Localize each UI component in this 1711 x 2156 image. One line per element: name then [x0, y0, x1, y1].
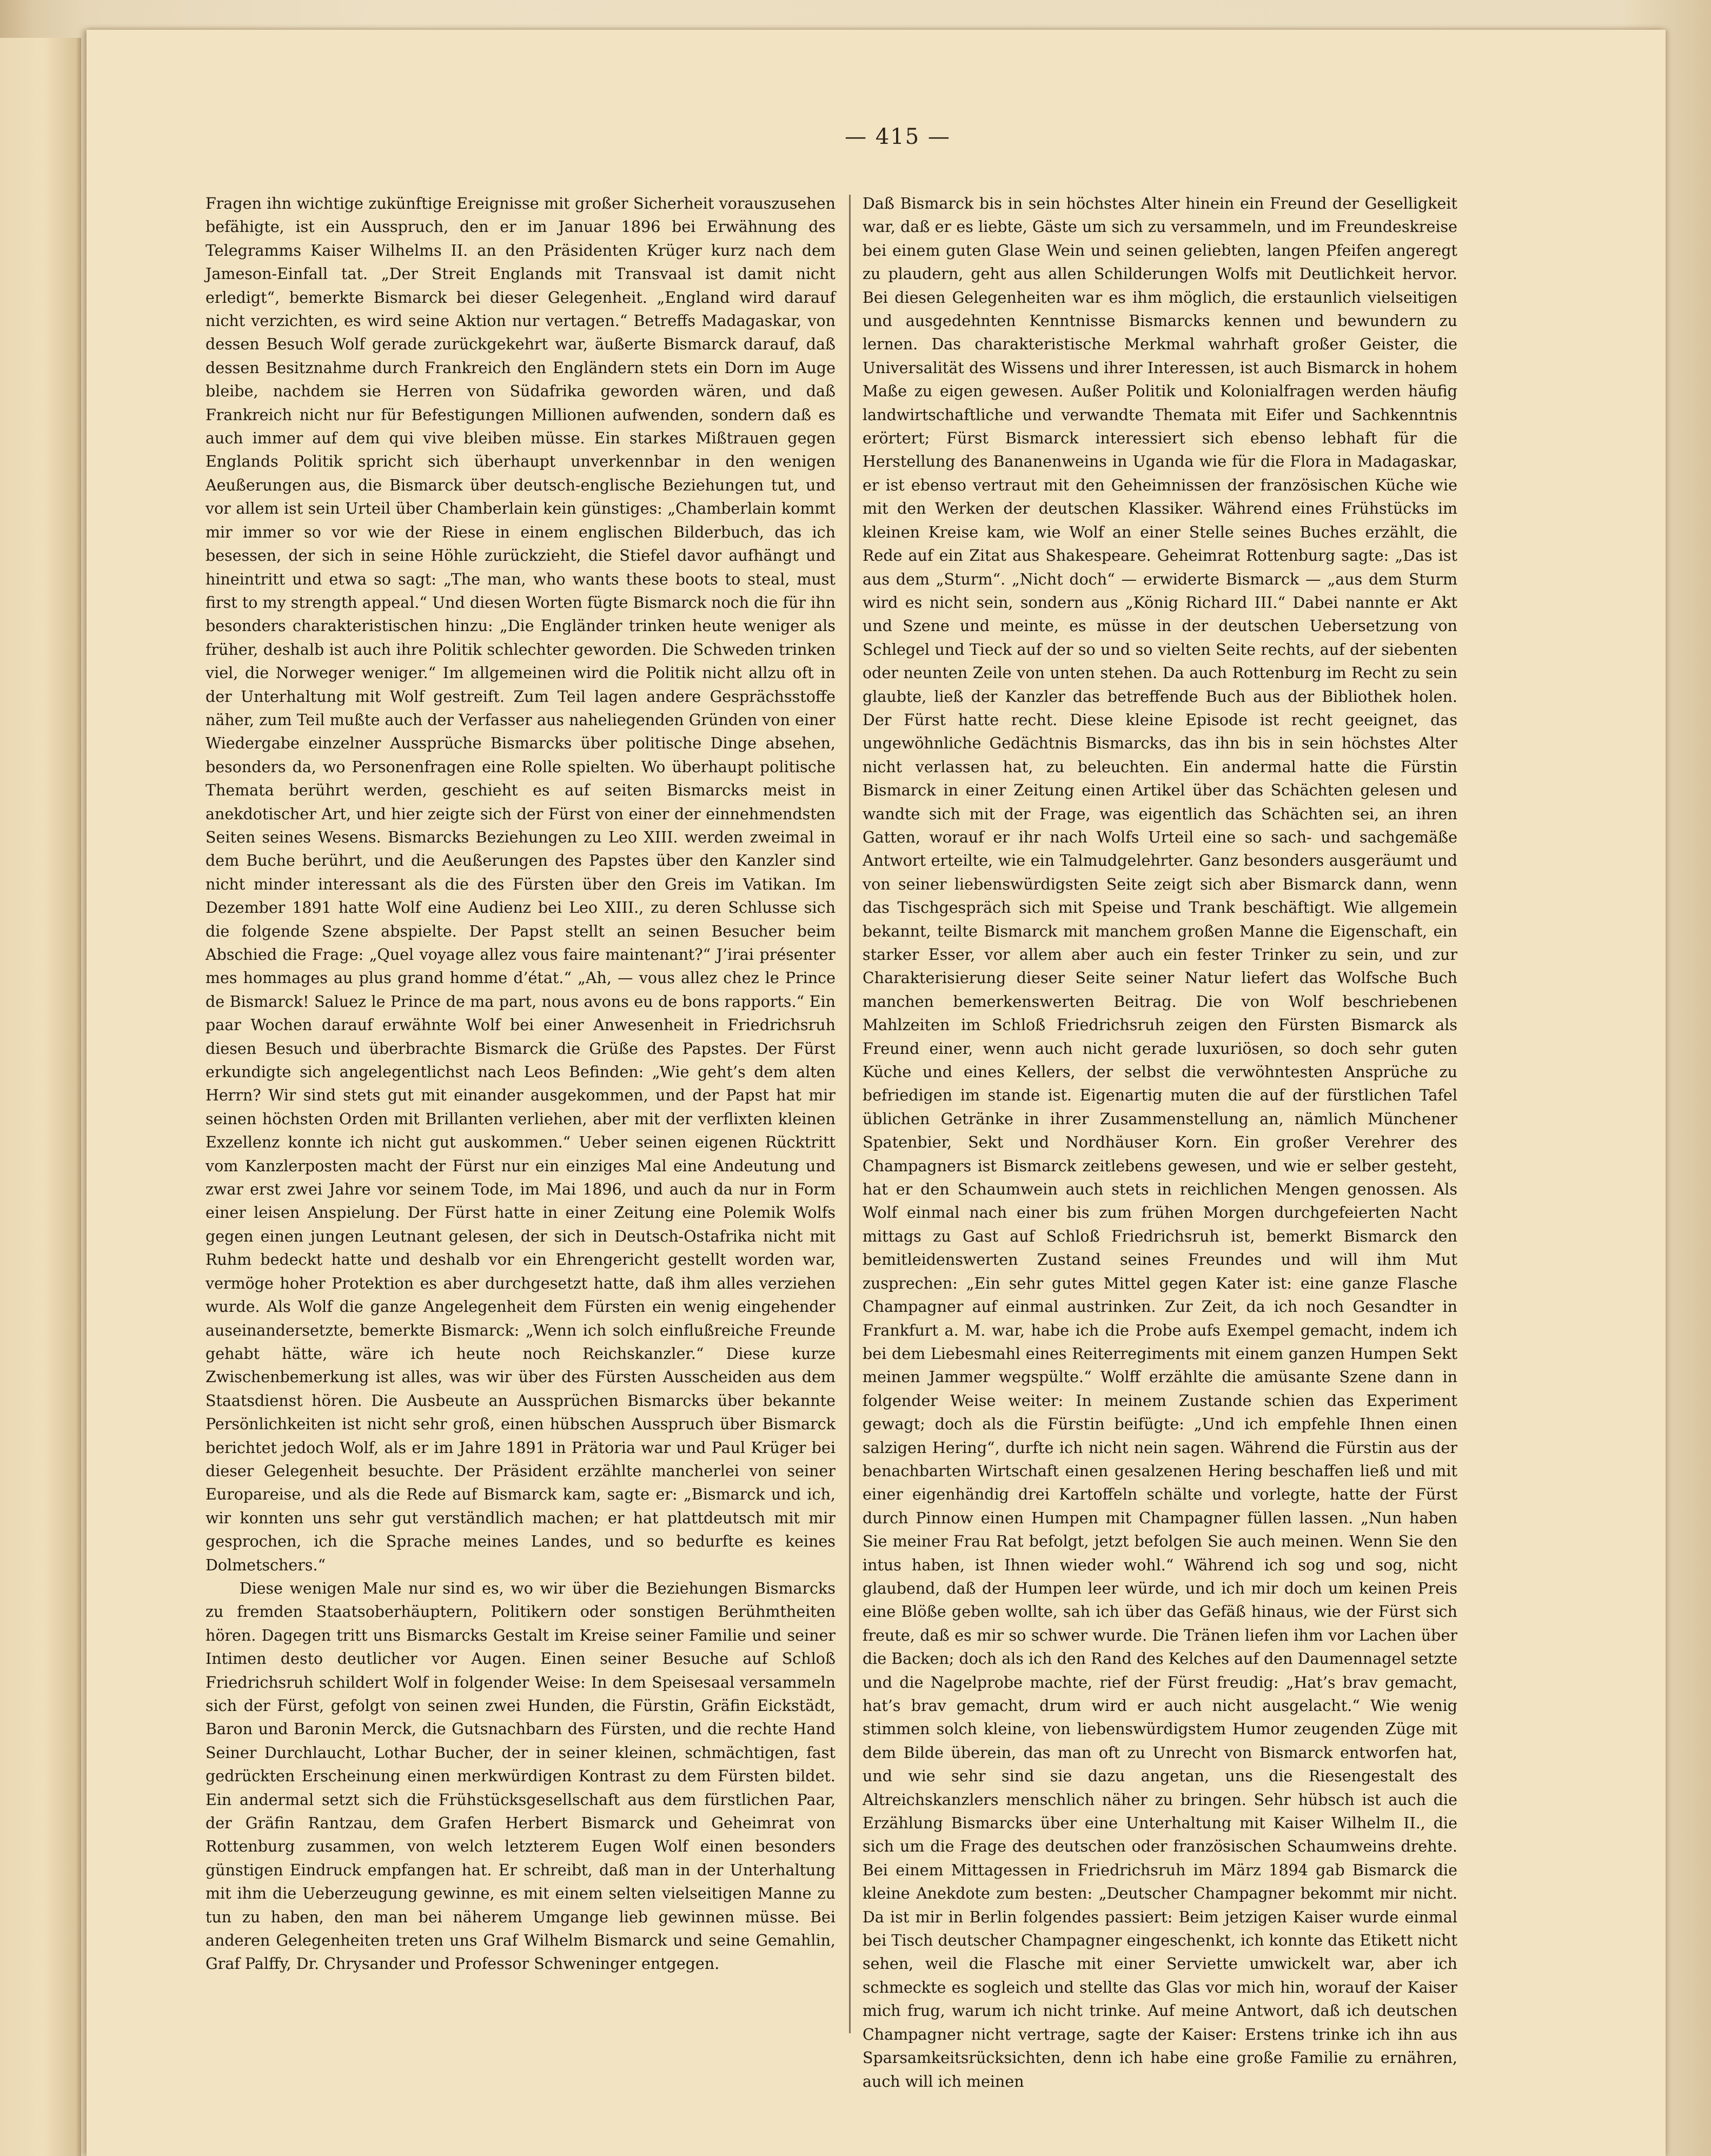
text-column-left	[205, 192, 835, 2036]
column-divider	[849, 195, 851, 2033]
facing-page-edge	[0, 38, 81, 2156]
text-column-right	[863, 192, 1457, 2091]
page-number: — 415 —	[845, 124, 951, 149]
paragraph: Diese wenigen Male nur sind es, wo wir über die Beziehungen Bismarcks zu fremden Staatsoberhäuptern, Politikern oder sonstigen Berühmtheiten hören. Dagegen tritt uns Bismarcks Gestalt im Kreise seiner Familie und seiner Intimen desto deutlicher vor Augen. Einen seiner Besuche auf Schloß Friedrichsruh schildert Wolf in folgender Weise: In dem Speisesaal versammeln sich der Fürst, gefolgt von seinen zwei Hunden, die Fürstin, Gräfin Eickstädt, Baron und Baronin Merck, die Gutsnachbarn des Fürsten, und die rechte Hand Seiner Durchlaucht, Lothar Bucher, der in seiner kleinen, schmächtigen, fast gedrückten Erscheinung einen merkwürdigen Kontrast zu dem Fürsten bildet. Ein andermal setzt sich die Frühstücksgesellschaft aus dem fürstlichen Paar, der Gräfin Rantzau, dem Grafen Herbert Bismarck und Geheimrat von Rottenburg zusammen, von welch letzterem Eugen Wolf einen besonders günstigen Eindruck empfangen hat. Er schreibt, daß man in der Unterhaltung mit ihm die Ueberzeugung gewinne, es mit einem selten vielseitigen Manne zu tun zu haben, den man bei näherem Umgange lieb gewinnen müsse. Bei anderen Gelegenheiten treten uns Graf Wilhelm Bismarck und seine Gemahlin, Graf Palffy, Dr. Chrysander und Professor Schweninger entgegen.	[205, 1579, 835, 1973]
paragraph: Daß Bismarck bis in sein höchstes Alter hinein ein Freund der Geselligkeit war, daß er es liebte, Gäste um sich zu versammeln, und im Freundeskreise bei einem guten Glase Wein und seinen geliebten, langen Pfeifen angeregt zu plaudern, geht aus allen Schilderungen Wolfs mit Deutlichkeit hervor. Bei diesen Gelegenheiten war es ihm möglich, die erstaunlich vielseitigen und ausgedehnten Kenntnisse Bismarcks kennen und bewundern zu lernen. Das charakteristische Merkmal wahrhaft großer Geister, die Universalität des Wissens und ihrer Interessen, ist auch Bismarck in hohem Maße zu eigen gewesen. Außer Politik und Kolonialfragen werden häufig landwirtschaftliche und verwandte Themata mit Eifer und Sachkenntnis erörtert; Fürst Bismarck interessiert sich ebenso lebhaft für die Herstellung des Bananenweins in Uganda wie für die Flora in Madagaskar, er ist ebenso vertraut mit den Geheimnissen der französischen Küche wie mit den Werken der deutschen Klassiker. Während eines Frühstücks im kleinen Kreise kam, wie Wolf an einer Stelle seines Buches erzählt, die Rede auf ein Zitat aus Shakespeare. Geheimrat Rottenburg sagte: „Das ist aus dem „Sturm“. „Nicht doch“ — erwiderte Bismarck — „aus dem Sturm wird es nicht sein, sondern aus „König Richard III.“ Dabei nannte er Akt und Szene und meinte, es müsse in der deutschen Uebersetzung von Schlegel und Tieck auf der so und so vielten Seite rechts, auf der siebenten oder neunten Zeile von unten stehen. Da auch Rottenburg im Recht zu sein glaubte, ließ der Kanzler das betreffende Buch aus der Bibliothek holen. Der Fürst hatte recht. Diese kleine Episode ist recht geeignet, das ungewöhnliche Gedächtnis Bismarcks, das ihn bis in sein höchstes Alter nicht verlassen hat, zu beleuchten. Ein andermal hatte die Fürstin Bismarck in einer Zeitung einen Artikel über das Schächten gelesen und wandte sich mit der Frage, was eigentlich das Schächten sei, an ihren Gatten, worauf er ihr nach Wolfs Urteil eine so sach- und sachgemäße Antwort erteilte, wie ein Talmudgelehrter. Ganz besonders ausgeräumt und von seiner liebenswürdigsten Seite zeigt sich aber Bismarck dann, wenn das Tischgespräch sich mit Speise und Trank beschäftigt. Wie allgemein bekannt, teilte Bismarck mit manchem großen Manne die Eigenschaft, ein starker Esser, vor allem aber auch ein fester Trinker zu sein, und zur Charakterisierung dieser Seite seiner Natur liefert das Wolfsche Buch manchen bemerkenswerten Beitrag. Die von Wolf beschriebenen Mahlzeiten im Schloß Friedrichsruh zeigen den Fürsten Bismarck als Freund einer, wenn auch nicht gerade luxuriösen, so doch sehr guten Küche und eines Kellers, der selbst die verwöhntesten Ansprüche zu befriedigen im stande ist. Eigenartig muten die auf der fürstlichen Tafel üblichen Getränke in ihrer Zusammenstellung an, nämlich Münchener Spatenbier, Sekt und Nordhäuser Korn. Ein großer Verehrer des Champagners ist Bismarck zeitlebens gewesen, und wie er selber gesteht, hat er den Schaumwein auch stets in reichlichen Mengen genossen. Als Wolf einmal nach einer bis zum frühen Morgen durchgefeierten Nacht mittags zu Gast auf Schloß Friedrichsruh ist, bemerkt Bismarck den bemitleidenswerten Zustand seines Freundes und will ihm Mut zusprechen: „Ein sehr gutes Mittel gegen Kater ist: eine ganze Flasche Champagner auf einmal austrinken. Zur Zeit, da ich noch Gesandter in Frankfurt a. M. war, habe ich die Probe aufs Exempel gemacht, indem ich bei dem Liebesmahl eines Reiterregiments mit einem ganzen Humpen Sekt meinen Jammer wegspülte.“ Wolff erzählte die amüsante Szene dann in folgender Weise weiter: In meinem Zustande schien das Experiment gewagt; doch als die Fürstin beifügte: „Und ich empfehle Ihnen einen salzigen Hering“, durfte ich nicht nein sagen. Während die Fürstin aus der benachbarten Wirtschaft einen gesalzenen Hering beschaffen ließ und mit einer eigenhändig drei Kartoffeln schälte und vorlegte, hatte der Fürst durch Pinnow einen Humpen mit Champagner füllen lassen. „Nun haben Sie meiner Frau Rat befolgt, jetzt befolgen Sie auch meinen. Wenn Sie den intus haben, ist Ihnen wieder wohl.“ Während ich sog und sog, nicht glaubend, daß der Humpen leer würde, und ich mir doch um keinen Preis eine Blöße geben wollte, sah ich über das Gefäß hinaus, wie der Fürst sich freute, daß es mir so schwer wurde. Die Tränen liefen ihm vor Lachen über die Backen; doch als ich den Rand des Kelches auf den Daumennagel setzte und die Nagelprobe machte, rief der Fürst freudig: „Hat’s brav gemacht, hat’s brav gemacht, drum wird er auch nicht ausgelacht.“ Wie wenig stimmen solch kleine, von liebenswürdigstem Humor zeugenden Züge mit dem Bilde überein, das man oft zu Unrecht von Bismarck entworfen hat, und wie sehr sind sie dazu angetan, uns die Riesengestalt des Altreichskanzlers menschlich näher zu bringen. Sehr hübsch ist auch die Erzählung Bismarcks über eine Unterhaltung mit Kaiser Wilhelm II., die sich um die Frage des deutschen oder französischen Schaumweins drehte. Bei einem Mittagessen in Friedrichsruh im März 1894 gab Bismarck die kleine Anekdote zum besten: „Deutscher Champagner bekommt mir nicht. Da ist mir in Berlin folgendes passiert: Beim jetzigen Kaiser wurde einmal bei Tisch deutscher Champagner eingeschenkt, ich konnte das Etikett nicht sehen, weil die Flasche mit einer Serviette umwickelt war, aber ich schmeckte es sogleich und stellte das Glas vor mich hin, worauf der Kaiser mich frug, warum ich nicht trinke. Auf meine Antwort, daß ich deutschen Champagner nicht vertrage, sagte der Kaiser: Erstens trinke ich ihn aus Sparsamkeitsrücksichten, denn ich habe eine große Familie zu ernähren, auch will ich meinen	[863, 195, 1457, 2091]
paragraph: Fragen ihn wichtige zukünftige Ereignisse mit großer Sicherheit vorauszusehen befähigte, ist ein Ausspruch, den er im Januar 1896 bei Erwähnung des Telegramms Kaiser Wilhelms II. an den Präsidenten Krüger kurz nach dem Jameson-Einfall tat. „Der Streit Englands mit Transvaal ist damit nicht erledigt“, bemerkte Bismarck bei dieser Gelegenheit. „England wird darauf nicht verzichten, es wird seine Aktion nur vertagen.“ Betreffs Madagaskar, von dessen Besuch Wolf gerade zurückgekehrt war, äußerte Bismarck darauf, daß dessen Besitznahme durch Frankreich den Engländern stets ein Dorn im Auge bleibe, nachdem sie Herren von Südafrika geworden wären, und daß Frankreich nicht nur für Befestigungen Millionen aufwenden, sondern daß es auch immer auf dem qui vive bleiben müsse. Ein starkes Mißtrauen gegen Englands Politik spricht sich überhaupt unverkennbar in den wenigen Aeußerungen aus, die Bismarck über deutsch-englische Beziehungen tut, und vor allem ist sein Urteil über Chamberlain kein günstiges: „Chamberlain kommt mir immer so vor wie der Riese in einem englischen Bilderbuch, das ich besessen, der sich in seine Höhle zurückzieht, die Stiefel davor aufhängt und hineintritt und etwa so sagt: „The man, who wants these boots to steal, must first to my strength appeal.“ Und diesen Worten fügte Bismarck noch die für ihn besonders charakteristischen hinzu: „Die Engländer trinken heute weniger als früher, deshalb ist auch ihre Politik schlechter geworden. Die Schweden trinken viel, die Norweger weniger.“ Im allgemeinen wird die Politik nicht allzu oft in der Unterhaltung mit Wolf gestreift. Zum Teil lagen andere Gesprächsstoffe näher, zum Teil mußte auch der Verfasser aus naheliegenden Gründen von einer Wiedergabe einzelner Aussprüche Bismarcks über politische Dinge absehen, besonders da, wo Personenfragen eine Rolle spielten. Wo überhaupt politische Themata berührt werden, geschieht es auf seiten Bismarcks meist in anekdotischer Art, und hier zeigte sich der Fürst von einer der einnehmendsten Seiten seines Wesens. Bismarcks Beziehungen zu Leo XIII. werden zweimal in dem Buche berührt, und die Aeußerungen des Papstes über den Kanzler sind nicht minder interessant als die des Fürsten über den Greis im Vatikan. Im Dezember 1891 hatte Wolf eine Audienz bei Leo XIII., zu deren Schlusse sich die folgende Szene abspielte. Der Papst stellt an seinen Besucher beim Abschied die Frage: „Quel voyage allez vous faire maintenant?“ J’irai présenter mes hommages au plus grand homme d’état.“ „Ah, — vous allez chez le Prince de Bismarck! Saluez le Prince de ma part, nous avons eu de bons rapports.“ Ein paar Wochen darauf erwähnte Wolf bei einer Anwesenheit in Friedrichsruh diesen Besuch und überbrachte Bismarck die Grüße des Papstes. Der Fürst erkundigte sich angelegentlichst nach Leos Befinden: „Wie geht’s dem alten Herrn? Wir sind stets gut mit einander ausgekommen, und der Papst hat mir seinen höchsten Orden mit Brillanten verliehen, aber mit der verflixten kleinen Exzellenz konnte ich nicht gut auskommen.“ Ueber seinen eigenen Rücktritt vom Kanzlerposten macht der Fürst nur ein einziges Mal eine Andeutung und zwar erst zwei Jahre vor seinem Tode, im Mai 1896, und auch da nur in Form einer leisen Anspielung. Der Fürst hatte in einer Zeitung eine Polemik Wolfs gegen einen jungen Leutnant gelesen, der sich in Deutsch-Ostafrika nicht mit Ruhm bedeckt hatte und deshalb vor ein Ehrengericht gestellt worden war, vermöge hoher Protektion es aber durchgesetzt hatte, daß ihm alles verziehen wurde. Als Wolf die ganze Angelegenheit dem Fürsten ein wenig eingehender auseinandersetzte, bemerkte Bismarck: „Wenn ich solch einflußreiche Freunde gehabt hätte, wäre ich heute noch Reichskanzler.“ Diese kurze Zwischenbemerkung ist alles, was wir über des Fürsten Ausscheiden aus dem Staatsdienst hören. Die Ausbeute an Aussprüchen Bismarcks über bekannte Persönlichkeiten ist nicht sehr groß, einen hübschen Ausspruch über Bismarck berichtet jedoch Wolf, als er im Jahre 1891 in Prätoria war und Paul Krüger bei dieser Gelegenheit besuchte. Der Präsident erzählte mancherlei von seiner Europareise, und als die Rede auf Bismarck kam, sagte er: „Bismarck und ich, wir konnten uns sehr gut verständlich machen; er hat plattdeutsch mit mir gesprochen, ich die Sprache meines Landes, und so bedurfte es keines Dolmetschers.“	[205, 195, 835, 1574]
